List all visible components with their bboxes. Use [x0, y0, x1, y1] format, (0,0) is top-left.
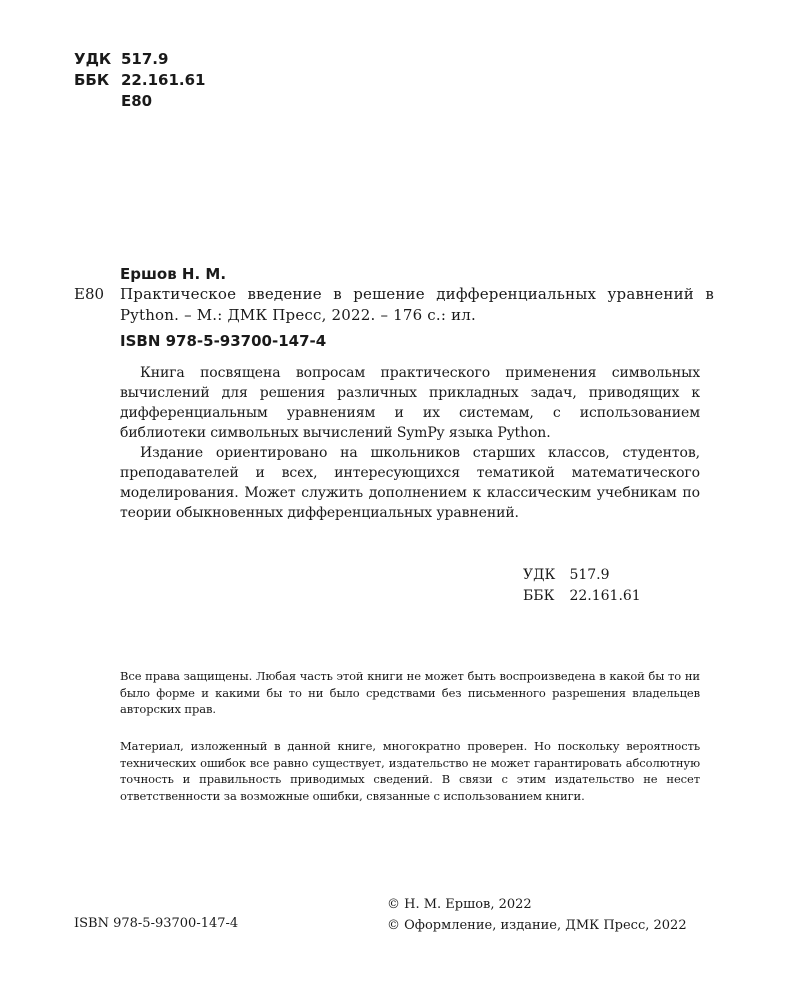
book-title-record: Практическое введение в решение дифференциальных уравнений в Python. – М.: ДМК Пресс, 2022. – 176 с.: ил.	[120, 285, 714, 324]
bbk-label: ББК	[74, 71, 110, 89]
author-code: Е80	[74, 285, 105, 303]
copyright-author: © Н. М. Ершов, 2022	[387, 897, 532, 912]
book-author: Ершов Н. М.	[120, 265, 227, 283]
author-mark: Е80	[121, 92, 153, 110]
udk-value: 517.9	[121, 50, 169, 68]
bibliographic-record	[74, 284, 714, 326]
author-mark-row	[74, 91, 205, 112]
disclaimer-notice: Материал, изложенный в данной книге, многократно проверен. Но поскольку вероятность технических ошибок все равно существует, издательство не может гарантировать абсолютную точность и правильность приводимых сведений. В связи с этим издательство не несет ответственности за возможные ошибки, связанные с использованием книги.	[120, 739, 700, 803]
classification-block	[74, 49, 205, 112]
copyright-publisher: © Оформление, издание, ДМК Пресс, 2022	[387, 918, 687, 933]
udk-repeat-row	[523, 565, 641, 586]
annotation	[120, 363, 700, 523]
bbk-repeat-value: 22.161.61	[569, 588, 641, 604]
bbk-repeat-row	[523, 586, 641, 607]
isbn-footer: ISBN 978-5-93700-147-4	[74, 916, 239, 931]
rights-notice: Все права защищены. Любая часть этой книги не может быть воспроизведена в какой бы то ни было форме и какими бы то ни было средствами без письменного разрешения владельцев авторских прав.	[120, 669, 700, 716]
udk-repeat-value: 517.9	[569, 567, 610, 583]
udk-repeat-label: УДК	[523, 567, 556, 583]
annotation-paragraph-1: Книга посвящена вопросам практического применения символьных вычислений для решения различных прикладных задач, приводящих к дифференциальным уравнениям и их системам, с использованием библиотеки символьных вычислений SymPy языка Python.	[120, 365, 700, 441]
annotation-paragraph-2: Издание ориентировано на школьников старших классов, студентов, преподавателей и всех, интересующихся тематикой математического моделирования. Может служить дополнением к классическим учебникам по теории обыкновенных дифференциальных уравнений.	[120, 445, 700, 521]
udk-label: УДК	[74, 50, 112, 68]
bbk-value: 22.161.61	[121, 71, 206, 89]
copyright-block	[387, 894, 687, 936]
udk-row	[74, 49, 205, 70]
bbk-repeat-label: ББК	[523, 588, 555, 604]
bbk-row	[74, 70, 205, 91]
isbn-main: ISBN 978-5-93700-147-4	[120, 332, 327, 350]
classification-repeat	[523, 565, 641, 607]
